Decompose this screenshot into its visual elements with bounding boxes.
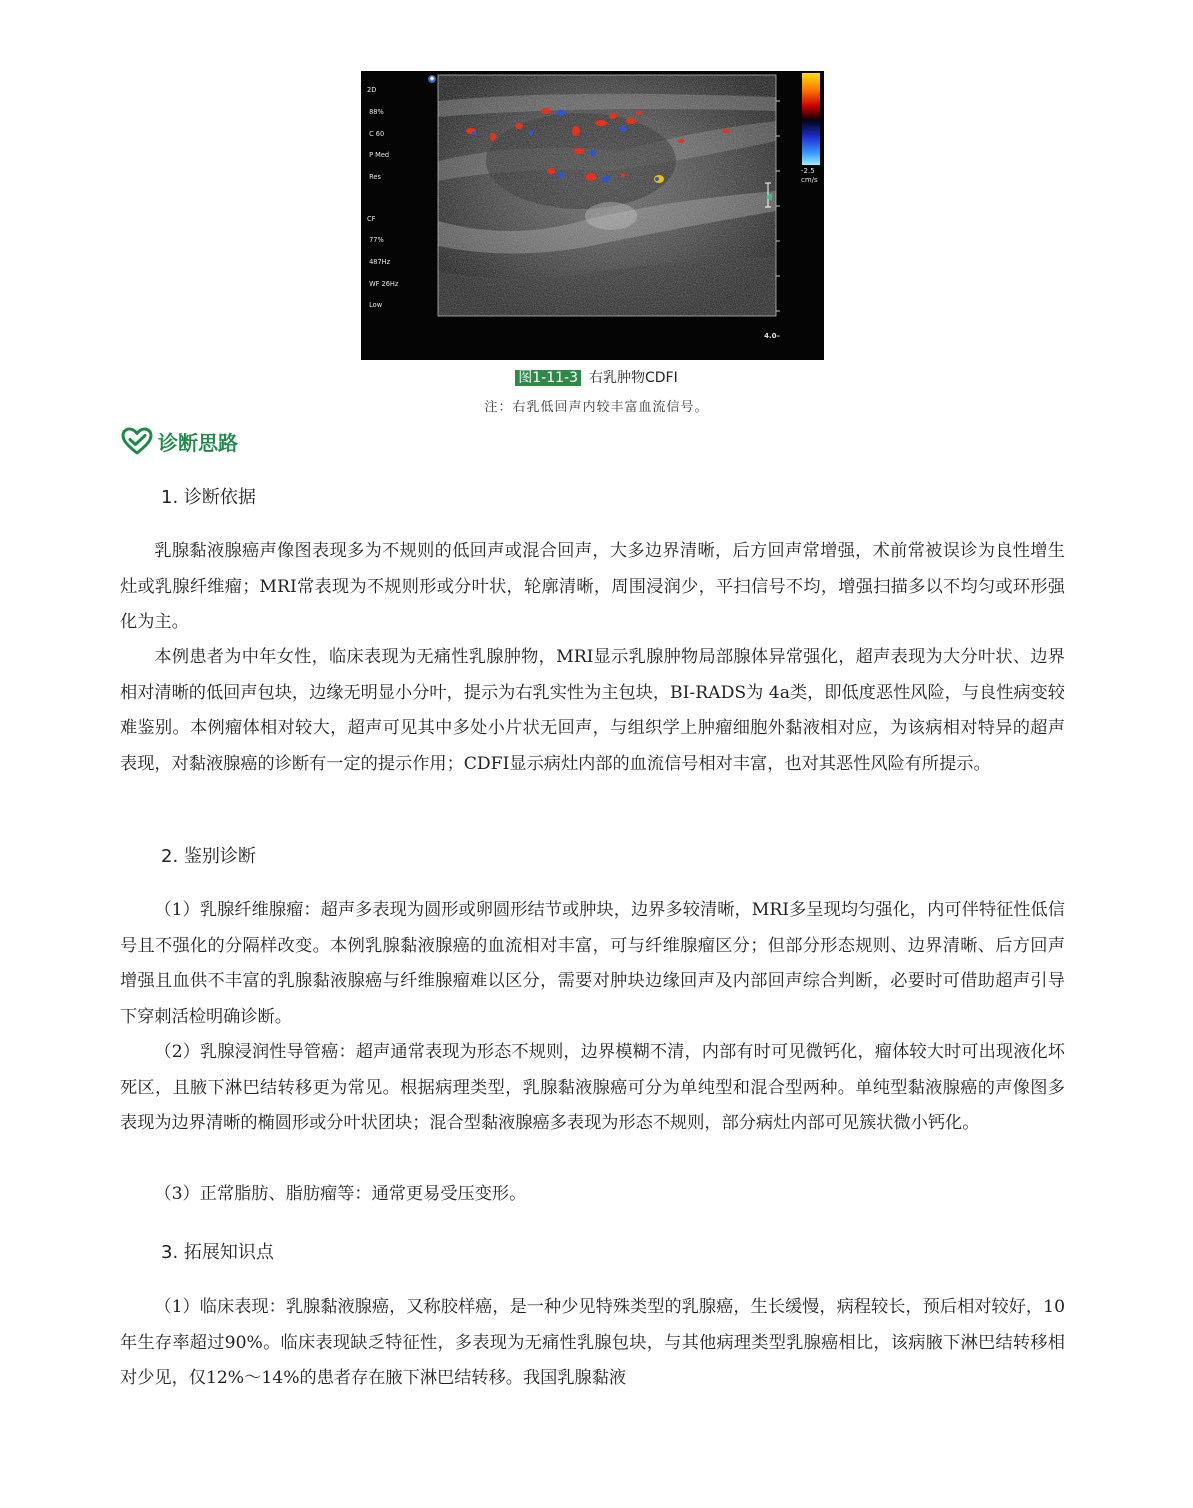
heart-check-icon — [120, 426, 154, 456]
probe-orientation-icon: ◆ — [429, 75, 435, 82]
scanner-settings — [367, 73, 398, 324]
section-heading — [120, 424, 238, 458]
setting-line: Res — [367, 172, 381, 181]
setting-gap — [367, 195, 398, 201]
setting-line: WF 26Hz — [367, 279, 399, 288]
scale-unit-label: cm/s — [801, 176, 818, 184]
subheading-extended-knowledge: 3. 拓展知识点 — [161, 1242, 274, 1263]
color-scale-bar — [802, 73, 820, 165]
setting-line: CF — [367, 214, 376, 223]
setting-line: 88% — [367, 108, 384, 116]
setting-line: P Med — [367, 151, 390, 160]
paragraph: （3）正常脂肪、脂肪瘤等：通常更易受压变形。 — [154, 1184, 527, 1204]
paragraph: 乳腺黏液腺癌声像图表现多为不规则的低回声或混合回声，大多边界清晰，后方回声常增强，术前常被误诊为良性增生灶或乳腺纤维瘤；MRI常表现为不规则形或分叶状，轮廓清晰，周围浸润少，平扫信号不均，增强扫描多以不均匀或环形强化为主。 — [120, 541, 1065, 632]
depth-label: 4.0– — [764, 332, 780, 340]
section-title: 诊断思路 — [158, 430, 238, 455]
setting-line: C 60 — [367, 129, 385, 138]
setting-line: 487Hz — [367, 257, 391, 266]
setting-line: 77% — [367, 236, 384, 245]
depth-value: 4.0 — [764, 332, 777, 340]
depth-ruler — [776, 101, 780, 311]
figure-caption — [0, 368, 1193, 388]
paragraph: （1）临床表现：乳腺黏液腺癌，又称胶样癌，是一种少见特殊类型的乳腺癌，生长缓慢，病程较长，预后相对较好，10年生存率超过90%。临床表现缺乏特征性，多表现为无痛性乳腺包块，与其他病理类型乳腺癌相比，该病腋下淋巴结转移相对少见，仅12%～14%的患者存在腋下淋巴结转移。我国乳腺黏液 — [120, 1297, 1065, 1388]
subheading-diagnosis-basis: 1. 诊断依据 — [161, 487, 256, 508]
ultrasound-image — [361, 71, 824, 360]
setting-line: 2D — [367, 86, 377, 95]
ultrasound-figure — [361, 71, 824, 360]
figure-note: 注：右乳低回声内较丰富血流信号。 — [484, 400, 709, 415]
paragraph: （1）乳腺纤维腺瘤：超声多表现为圆形或卵圆形结节或肿块，边界多较清晰，MRI多呈现均匀强化，内可伴特征性低信号且不强化的分隔样改变。本例乳腺黏液腺癌的血流相对丰富，可与纤维腺瘤区分；但部分形态规则、边界清晰、后方回声增强且血供不丰富的乳腺黏液腺癌与纤维腺瘤难以区分，需要对肿块边缘回声及内部回声综合判断，必要时可借助超声引导下穿刺活检明确诊断。 — [120, 900, 1065, 1027]
figure-title: 右乳肿物CDFI — [588, 370, 678, 386]
setting-line: Low — [367, 301, 383, 310]
subheading-differential-diagnosis: 2. 鉴别诊断 — [161, 846, 256, 867]
scale-low-label: -2.5 — [801, 167, 815, 175]
figure-number: 图1-11-3 — [515, 370, 581, 386]
paragraph: （2）乳腺浸润性导管癌：超声通常表现为形态不规则，边界模糊不清，内部有时可见微钙化，瘤体较大时可出现液化坏死区，且腋下淋巴结转移更为常见。根据病理类型，乳腺黏液腺癌可分为单纯型和混合型两种。单纯型黏液腺癌的声像图多表现为边界清晰的椭圆形或分叶状团块；混合型黏液腺癌多表现为形态不规则，部分病灶内部可见簇状微小钙化。 — [120, 1042, 1065, 1133]
paragraph: 本例患者为中年女性，临床表现为无痛性乳腺肿物，MRI显示乳腺肿物局部腺体异常强化，超声表现为大分叶状、边界相对清晰的低回声包块，边缘无明显小分叶，提示为右乳实性为主包块，BI-RADS为 4a类，即低度恶性风险，与良性病变较难鉴别。本例瘤体相对较大，超声可见其中多处小片状无回声，与组织学上肿瘤细胞外黏液相对应，为该病相对特异的超声表现，对黏液腺癌的诊断有一定的提示作用；CDFI显示病灶内部的血流信号相对丰富，也对其恶性风险有所提示。 — [120, 647, 1065, 774]
